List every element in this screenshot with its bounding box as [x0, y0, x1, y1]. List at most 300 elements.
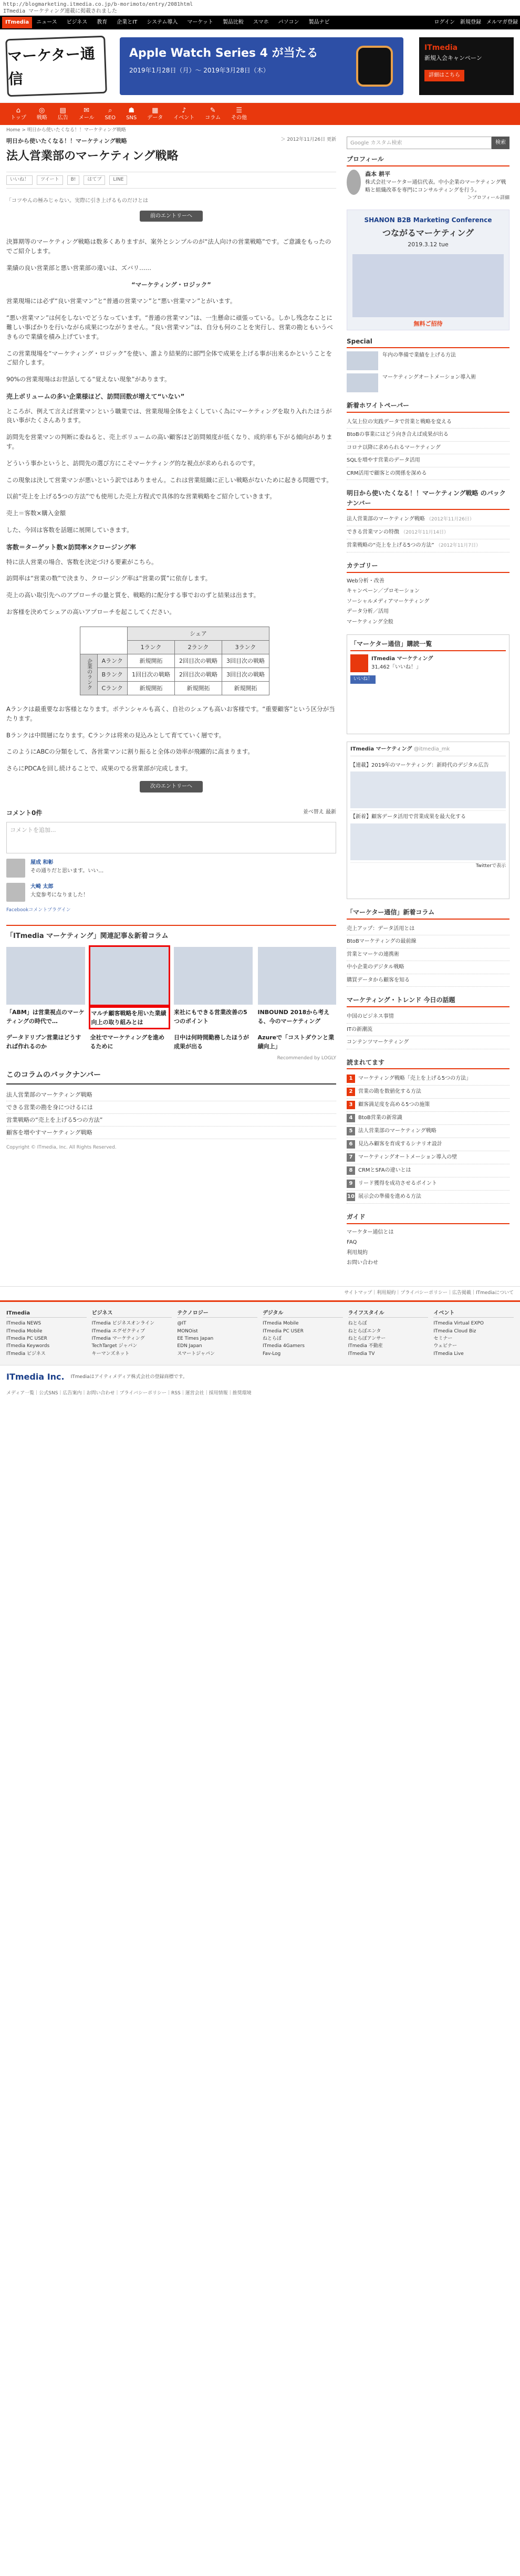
related-card-title: 日中は何時間勤務したほうが成果が出る — [174, 1034, 249, 1050]
trend-title: マーケティング・トレンド 今日の話題 — [347, 994, 509, 1007]
guide-link[interactable]: マーケター通信とは — [347, 1229, 394, 1235]
paragraph: 決算期等のマーケティング戦略は数多くありますが、案外とシンプルのが“法人向けの営業戦略”です。ご意識をもったのでご紹介します。 — [6, 238, 331, 255]
page-logo[interactable] — [350, 654, 368, 672]
section-heading: 売上ボリュームの多い企業様ほど、訪問回数が増えて“いない” — [6, 393, 185, 401]
related-thumbnail — [90, 947, 169, 1005]
topnav-item[interactable]: パソコン — [278, 19, 299, 26]
fb-likes: 31,462「いいね！」 — [371, 664, 421, 670]
categories-section — [347, 560, 509, 627]
series-backnumber — [347, 487, 509, 552]
ranking-number: 6 — [347, 1140, 355, 1149]
footer-link[interactable]: Fav-Log — [263, 1351, 281, 1357]
footer-link[interactable]: スマートジャパン — [177, 1351, 215, 1357]
footer-column — [92, 1309, 172, 1358]
related-thumbnail — [258, 947, 337, 1005]
newsletter-link[interactable]: メルマガ登録 — [486, 19, 518, 26]
footer-link[interactable]: ITmedia Mobile — [263, 1321, 299, 1327]
profile-section — [347, 153, 509, 202]
topnav-item[interactable]: ニュース — [36, 19, 57, 26]
comments-count: コメント0件 — [6, 809, 43, 817]
category-nav-item[interactable] — [54, 107, 72, 121]
ranking-title: 顧客満足度を高める5つの施策 — [358, 1102, 430, 1108]
series-title: 明日から使いたくなる！！マーケティング戦略 のバックナンバー — [347, 487, 509, 510]
ad-image — [352, 254, 504, 317]
guide-link[interactable]: FAQ — [347, 1239, 357, 1246]
topnav-item[interactable]: 製品比較 — [222, 19, 244, 26]
footer-heading: テクノロジー — [177, 1309, 257, 1318]
ranking-number: 2 — [347, 1088, 355, 1096]
column-item[interactable]: 売上アップ：データ活用とは — [347, 923, 509, 936]
series-item[interactable] — [347, 526, 509, 539]
series-item-date: （2012年11月26日） — [427, 517, 474, 523]
paragraph: 訪問先を営業マンの判断に委ねると、売上ボリュームの高い顧客ほど訪問頻度が低くなり、成約率も下がる傾向があります。 — [6, 433, 332, 451]
ranking-number: 9 — [347, 1180, 355, 1188]
table-col-group: シェア — [127, 627, 269, 640]
campaign-banner[interactable] — [120, 37, 403, 95]
site-header — [0, 29, 520, 103]
share-hatebu-button[interactable]: はてブ — [84, 175, 105, 185]
facebook-comment-plugin[interactable]: Facebookコメントプラグイン — [6, 908, 71, 913]
footer-heading: ビジネス — [92, 1309, 172, 1318]
tweet-text: 【新着】顧客データ活用で営業成果を最大化する — [350, 814, 466, 820]
recommend-credit[interactable]: Recommended by LOGLY — [277, 1056, 336, 1061]
backnumber — [6, 1070, 336, 1139]
corporate-links[interactable]: メディア一覧｜公式SNS｜広告案内｜お問い合わせ｜プライバシーポリシー｜RSS｜運営会社｜採用情報｜推奨環境 — [6, 1390, 252, 1396]
special-item[interactable] — [347, 373, 509, 392]
topnav-item[interactable]: マーケット — [187, 19, 213, 26]
backnumber-item[interactable]: できる営業の勘を身につけるには — [6, 1101, 336, 1114]
footer-link[interactable]: ITmedia 不動産 — [348, 1343, 383, 1349]
tweet[interactable] — [350, 811, 506, 863]
tweet[interactable] — [350, 759, 506, 811]
prev-entry-button[interactable]: 前のエントリーへ — [140, 211, 203, 222]
footer-link[interactable]: ねとらぼ — [348, 1321, 367, 1327]
category-nav-item[interactable] — [201, 107, 225, 121]
related-card[interactable] — [6, 1033, 85, 1051]
related-card-title: Azureで「コストダウンと業績向上」 — [257, 1034, 335, 1050]
comment-input[interactable]: コメントを追加... — [6, 822, 336, 853]
tweet-image — [350, 771, 506, 808]
ranking-title: リード獲得を成功させるポイント — [358, 1181, 437, 1187]
paragraph: ところが、例えて言えば営業マンという職業では、営業現場全体をよくしていく為にマーケティングを取り入れたほうが良い事がたくさんあります。 — [6, 407, 332, 424]
main-content — [6, 137, 347, 1276]
topnav-item[interactable]: スマホ — [253, 19, 269, 26]
ranking-title: 展示会の準備を進める方法 — [358, 1194, 421, 1200]
browser-title: ITmedia マーケティング連載に掲載されました — [3, 8, 117, 14]
next-entry-button[interactable]: 次のエントリーへ — [140, 781, 203, 792]
category-nav-item[interactable] — [169, 107, 199, 121]
table-col-header: 2ランク — [174, 640, 222, 654]
paragraph: さらにPDCAを回し続けることで、成果のでる営業部が完成します。 — [6, 765, 192, 773]
conference-ad[interactable] — [347, 210, 509, 330]
ranking-title: マーケティング戦略「売上を上げる5つの方法」 — [358, 1076, 472, 1082]
ranking-number: 1 — [347, 1075, 355, 1083]
topnav-item[interactable]: 製品ナビ — [308, 19, 330, 26]
whitepaper-item[interactable]: コロナ以降に求められるマーケティング — [347, 442, 509, 455]
search-box — [347, 137, 509, 149]
footer-link[interactable]: ねとらぼ — [263, 1336, 282, 1341]
category-nav-item[interactable] — [143, 107, 167, 121]
latest-title: 新着ホワイトペーパー — [347, 400, 509, 413]
new-columns — [347, 906, 509, 987]
footer-link[interactable]: ITmedia Keywords — [6, 1343, 50, 1349]
ad-date: 2019.3.12 tue — [408, 241, 449, 248]
header-ad[interactable] — [419, 37, 514, 95]
corporate-text: ITmediaはアイティメディア株式会社の登録商標です。 — [70, 1374, 188, 1380]
facebook-widget — [347, 634, 509, 734]
trend-item[interactable]: 中国のビジネス事情 — [347, 1010, 509, 1024]
ranking-number: 8 — [347, 1166, 355, 1175]
paragraph: この営業現場を“マーケティング・ロジック”を使い、誰より結果的に部門全体で成果を上げる事が出来るかということをご紹介します。 — [6, 349, 332, 367]
category-link[interactable]: Web分析・改善 — [347, 578, 384, 584]
category-nav-item[interactable] — [6, 107, 30, 121]
footer-link[interactable]: ITmedia エグゼクティブ — [91, 1328, 145, 1334]
column-item[interactable]: BtoBマーケティングの最前線 — [347, 935, 509, 948]
category-label: データ — [147, 114, 163, 121]
ad-headline: つながるマーケティング — [382, 228, 474, 238]
table-cell: 新規開拓 — [222, 681, 269, 695]
search-button[interactable]: 検索 — [492, 137, 509, 149]
paragraph: “悪い営業マン”は何をしないでどうなっています。“普通の営業マン”は、一生懸命に頑張っている。しかし残念なことに難しい事ばかりを行いながら成果につながりません。“良い営業マン”は、自分も何のことを実行し、営業の勘ともいうべきもので業績を積み上げています。 — [6, 314, 333, 340]
table-cell: 3回目次の戦略 — [222, 654, 269, 668]
register-link[interactable]: 新規登録 — [460, 19, 481, 26]
ranking-item[interactable] — [347, 1191, 509, 1204]
category-label: SEO — [105, 114, 116, 121]
paragraph: どういう事かというと、訪問先の選び方にこそマーケティング的な視点が求められるのです。 — [6, 459, 259, 467]
series-item-date: （2012年11月7日） — [435, 543, 481, 549]
profile-more-link[interactable]: ＞プロフィール詳細 — [467, 195, 509, 201]
paragraph: 売上の高い取引先へのアプローチの量と質を、戦略的に配分する事でおのずと結果は出ます。 — [6, 591, 260, 599]
category-icon: ☰ — [236, 107, 242, 115]
corporate-bar — [0, 1365, 520, 1389]
footer-link[interactable]: ITmedia ビジネス — [6, 1351, 46, 1357]
article-body — [6, 237, 336, 774]
ranking-number: 7 — [347, 1153, 355, 1162]
share-tweet-button[interactable]: ツイート — [37, 175, 63, 185]
footer-column — [263, 1309, 343, 1358]
footer-heading: デジタル — [263, 1309, 343, 1318]
trend-item[interactable]: コンテンツマーケティング — [347, 1036, 509, 1049]
backnumber-title: このコラムのバックナンバー — [6, 1070, 336, 1084]
footer-link[interactable]: ねとらぼエンタ — [348, 1328, 381, 1334]
category-link[interactable]: キャンペーン／プロモーション — [347, 588, 420, 595]
related-thumbnail — [6, 947, 85, 1005]
category-link[interactable]: ソーシャルメディアマーケティング — [347, 598, 430, 604]
tw-view-link[interactable]: Twitterで表示 — [475, 863, 506, 869]
related-card[interactable] — [258, 1033, 337, 1051]
most-read-title: 読まれてます — [347, 1057, 509, 1070]
table-row-label: Bランク — [97, 668, 127, 681]
topnav-item[interactable]: 教育 — [97, 19, 108, 26]
profile-desc: 株式会社マーケター通信代表。中小企業のマーケティング戦略と組織改革を専門にコンサルティングを行う。 — [365, 179, 506, 194]
related-card[interactable] — [90, 1033, 169, 1051]
topnav-item[interactable]: システム導入 — [147, 19, 178, 26]
special-title: Special — [347, 336, 509, 349]
fb-title: 「マーケター通信」購読一覧 — [350, 638, 506, 651]
tw-handle[interactable]: @itmedia_mk — [413, 746, 450, 753]
ranking-item[interactable] — [347, 1086, 509, 1099]
tweet-text: 【連載】2019年のマーケティング：新時代のデジタル広告 — [350, 762, 489, 768]
ranking-title: マーケティングオートメーション導入の壁 — [358, 1154, 457, 1161]
related-card[interactable] — [90, 947, 169, 1028]
avatar[interactable] — [6, 883, 25, 902]
category-icon: ⌕ — [108, 107, 112, 115]
category-icon: ✉ — [84, 107, 90, 115]
ranking-item[interactable] — [347, 1112, 509, 1125]
site-footer — [0, 1300, 520, 1365]
related-card[interactable] — [174, 947, 253, 1028]
footer-link[interactable]: ITmedia Virtual EXPO — [433, 1321, 484, 1327]
browser-url-bar[interactable] — [0, 0, 520, 16]
column-item[interactable]: 営業とマーケの連携術 — [347, 948, 509, 962]
comments-sort[interactable]: 並べ替え 最新 — [303, 809, 336, 815]
category-nav-item[interactable] — [227, 107, 251, 121]
ranking-number: 3 — [347, 1101, 355, 1109]
trend-item[interactable]: ITの新潮流 — [347, 1024, 509, 1037]
category-navigation — [0, 103, 520, 125]
table-corner — [80, 627, 128, 654]
ranking-item[interactable] — [347, 1125, 509, 1138]
footer-link[interactable]: ITmedia 4Gamers — [263, 1343, 305, 1349]
section-heading: 客数＝ターゲット数×訪問率×クロージング率 — [6, 543, 136, 551]
category-label: SNS — [126, 114, 137, 121]
site-logo[interactable]: マーケター通信 — [5, 35, 107, 97]
footer-column — [433, 1309, 514, 1358]
whitepaper-item[interactable]: SQLを増やす営業のデータ活用 — [347, 454, 509, 467]
related-card-title: データドリブン営業はどうすれば作れるのか — [6, 1034, 81, 1050]
category-link[interactable]: データ分析／活用 — [347, 609, 389, 615]
backnumber-item[interactable]: 営業戦略の“売上を上げる5つの方法” — [6, 1114, 336, 1127]
article-kicker[interactable]: 明日から使いたくなる！！マーケティング戦略 — [6, 138, 127, 144]
category-label: イベント — [173, 114, 195, 121]
footer-link[interactable]: ITmedia Mobile — [6, 1328, 43, 1334]
comments-header — [6, 808, 336, 818]
table-cell: 2回目次の戦略 — [174, 668, 222, 681]
category-link[interactable]: マーケティング全般 — [347, 619, 393, 625]
comment-text: その通りだと思います。いい… — [30, 868, 104, 874]
copyright: Copyright © ITmedia, Inc. All Rights Reserved. — [6, 1145, 117, 1151]
category-nav-item[interactable] — [33, 107, 51, 121]
guide-section — [347, 1211, 509, 1268]
footer-link[interactable]: @IT — [177, 1321, 186, 1327]
paragraph: Bランクは中間層になります。Cランクは将来の見込みとして育てていく層です。 — [6, 731, 225, 739]
series-item[interactable] — [347, 539, 509, 552]
footer-link[interactable]: ITmedia TV — [348, 1351, 375, 1357]
tweet-image — [350, 823, 506, 860]
paragraph: した、今回は客数を話題に展開していきます。 — [6, 526, 133, 534]
fb-like-button[interactable]: いいね！ — [350, 675, 376, 684]
paragraph: お客様を決めてシェアの高いアプローチを起こしてください。 — [6, 608, 175, 616]
backnumber-item[interactable]: 法人営業部のマーケティング戦略 — [6, 1089, 336, 1101]
top-navigation — [0, 16, 520, 29]
itmedia-logo[interactable]: ITmedia — [2, 17, 32, 28]
whitepaper-item[interactable]: BtoBの事業にはどう向き合えば成果が出る — [347, 429, 509, 442]
footer-link[interactable]: MONOist — [177, 1328, 198, 1334]
ranking-item[interactable] — [347, 1164, 509, 1177]
category-icon: ☗ — [128, 107, 134, 115]
share-rank-table — [80, 627, 269, 695]
thumbnail — [347, 351, 378, 370]
paragraph: 業績の良い営業部と悪い営業部の違いは、ズバリ…… — [6, 264, 151, 272]
watch-image — [356, 46, 393, 87]
avatar[interactable] — [6, 859, 25, 878]
guide-link[interactable]: 利用規約 — [347, 1249, 368, 1256]
category-label: その他 — [231, 114, 247, 121]
related-card-title: マルチ顧客戦略を用いた業績向上の取り組みとは — [90, 1008, 169, 1028]
ad-cta[interactable]: 無料ご招待 — [413, 320, 443, 328]
categories-title: カテゴリー — [347, 560, 509, 573]
series-item-title: できる営業マンの特徴 — [347, 529, 399, 536]
backnumber-item[interactable]: 顧客を増やすマーケティング戦略 — [6, 1127, 336, 1139]
trend-section — [347, 994, 509, 1049]
paragraph: 訪問率は“営業の数”で決まり、クロージング率は“営業の質”に依存します。 — [6, 575, 212, 582]
share-line-button[interactable]: LINE — [109, 175, 127, 185]
table-cell: 新規開拓 — [127, 681, 174, 695]
whitepaper-item[interactable]: 人気上位の実践データで営業と戦略を変える — [347, 416, 509, 429]
table-cell: 新規開拓 — [174, 681, 222, 695]
footer-link[interactable]: ウェビナー — [433, 1343, 457, 1349]
table-col-header: 1ランク — [127, 640, 174, 654]
special-item-label: マーケティングオートメーション導入術 — [382, 374, 476, 381]
topnav-item[interactable]: 企業とIT — [117, 19, 138, 26]
ranking-number: 10 — [347, 1193, 355, 1201]
paragraph: 営業現場には必ず“良い営業マン”と“普通の営業マン”と“悪い営業マン”とがいます。 — [6, 297, 236, 305]
footer-link[interactable]: ねとらぼアンサー — [348, 1336, 386, 1341]
footer-link[interactable]: ITmedia ビジネスオンライン — [91, 1321, 155, 1327]
category-nav-item[interactable] — [122, 107, 141, 121]
comment-text: 大変参考になりました！ — [30, 892, 88, 898]
table-cell: 新規開拓 — [127, 654, 174, 668]
related-grid — [6, 947, 336, 1051]
tw-title[interactable]: ITmedia マーケティング — [350, 746, 412, 753]
table-col-header: 3ランク — [222, 640, 269, 654]
table-side-header: 企業のランク — [80, 654, 98, 695]
footer-link[interactable]: ITmedia PC USER — [6, 1336, 47, 1341]
sidebar — [347, 137, 509, 1276]
category-nav-item[interactable] — [101, 107, 120, 121]
paragraph: Aランクは最重要なお客様となります。ポテンシャルも高く、自社のシェアも高いお客様です。“重要顧客”という区分が当たります。 — [6, 705, 335, 722]
ranking-title: 法人営業部のマーケティング戦略 — [358, 1128, 436, 1134]
category-icon: ▦ — [152, 107, 159, 115]
banner-subtitle: 2019年1月28日（月）～ 2019年3月28日（木） — [129, 66, 269, 74]
ad-text: 新規入会キャンペーン — [424, 55, 482, 62]
footer-column — [177, 1309, 257, 1358]
category-icon: ♪ — [182, 107, 186, 115]
related-card[interactable] — [174, 1033, 253, 1051]
related-title: 「ITmedia マーケティング」関連記事＆新着コラム — [6, 932, 169, 941]
footer-heading: ライフスタイル — [348, 1309, 429, 1318]
guide-link[interactable]: お問い合わせ — [347, 1260, 378, 1266]
ranking-item[interactable] — [347, 1151, 509, 1164]
whitepaper-item[interactable]: CRM活用で顧客との関係を深める — [347, 467, 509, 481]
category-label: コラム — [205, 114, 221, 121]
topnav-item[interactable]: ビジネス — [66, 19, 88, 26]
footer-heading: ITmedia — [6, 1309, 87, 1318]
footer-link[interactable]: ITmedia マーケティング — [91, 1336, 145, 1341]
footer-link[interactable]: ITmedia PC USER — [263, 1328, 304, 1334]
paragraph: このようにABCの分類をして、各営業マンに割り振ると全体の効率が飛躍的に高まります。 — [6, 748, 254, 756]
ad-button[interactable]: 詳細はこちら — [424, 70, 464, 81]
footer-link[interactable]: EE Times Japan — [177, 1336, 214, 1341]
related-card[interactable] — [6, 947, 85, 1028]
commenter-name[interactable]: 大崎 太郎 — [30, 884, 54, 890]
related-card-title: 来社にもできる営業改善の5つのポイント — [174, 1009, 247, 1025]
paragraph: この現象は決して営業マンが悪いという訳ではありません。これは営業組織に正しい戦略がないために起きる問題です。 — [6, 476, 332, 484]
ranking-item[interactable] — [347, 1072, 509, 1086]
footer-link[interactable]: EDN Japan — [177, 1343, 202, 1349]
footer-link[interactable]: ITmedia Cloud Biz — [433, 1328, 476, 1334]
footer-column — [348, 1309, 429, 1358]
table-row-label: Cランク — [97, 681, 127, 695]
ranking-number: 5 — [347, 1127, 355, 1135]
login-link[interactable]: ログイン — [434, 19, 455, 26]
banner-title: Apple Watch Series 4 が当たる — [129, 46, 318, 60]
related-card-title: INBOUND 2018から考える、今のマーケティング — [257, 1009, 330, 1025]
search-input[interactable]: Google カスタム検索 — [347, 137, 492, 149]
bottom-links[interactable]: サイトマップ｜利用規約｜プライバシーポリシー｜広告掲載｜ITmediaについて — [0, 1286, 520, 1300]
series-item-title: 法人営業部のマーケティング戦略 — [347, 516, 425, 523]
paragraph: 90%の営業現場はお世話してる“覚えない現象”があります。 — [6, 376, 171, 383]
ranking-item[interactable] — [347, 1177, 509, 1191]
table-cell: 1回目次の戦略 — [127, 668, 174, 681]
ranking-item[interactable] — [347, 1099, 509, 1112]
series-item-date: （2012年11月14日） — [401, 530, 449, 536]
ranking-title: 営業の勘を数値化する方法 — [358, 1089, 421, 1095]
category-icon: ▤ — [59, 107, 66, 115]
article-title: 法人営業部のマーケティング戦略 — [6, 150, 179, 163]
category-label: 戦略 — [36, 114, 47, 121]
table-cell: 2回目次の戦略 — [174, 654, 222, 668]
most-read — [347, 1057, 509, 1204]
share-like-button[interactable]: いいね！ — [6, 175, 33, 185]
breadcrumb[interactable]: Home > 明日から使いたくなる！！マーケティング戦略 — [6, 128, 126, 133]
thumbnail — [347, 373, 378, 392]
footer-link[interactable]: ITmedia Live — [433, 1351, 464, 1357]
commenter-name[interactable]: 屋成 和彰 — [30, 860, 54, 866]
category-nav-item[interactable] — [75, 107, 99, 121]
paragraph: 以前“売上を上げる5つの方法”でも使用した売上方程式で具体的な営業戦略をご紹介していきます。 — [6, 493, 276, 500]
category-icon: ◎ — [39, 107, 45, 115]
profile-title: プロフィール — [347, 153, 509, 166]
table-cell: 3回目次の戦略 — [222, 668, 269, 681]
related-card-title: 全社でマーケティングを進めるために — [90, 1034, 165, 1050]
ranking-item[interactable] — [347, 1138, 509, 1151]
special-item[interactable] — [347, 351, 509, 370]
footer-link[interactable]: セミナー — [433, 1336, 453, 1341]
ranking-title: BtoB営業の新常識 — [358, 1115, 402, 1121]
footer-link[interactable]: ITmedia NEWS — [6, 1321, 41, 1327]
share-hatena-button[interactable]: B! — [67, 175, 80, 185]
category-icon: ⌂ — [16, 107, 20, 115]
ad-title: SHANON B2B Marketing Conference — [364, 216, 492, 224]
footer-link[interactable]: キーマンズネット — [91, 1351, 130, 1357]
series-item[interactable] — [347, 513, 509, 526]
fb-page-name[interactable]: ITmedia マーケティング — [371, 656, 433, 662]
profile-name: 森本 耕平 — [365, 170, 390, 178]
corporate-logo[interactable]: ITmedia Inc. — [6, 1372, 65, 1382]
column-item[interactable]: 購買データから顧客を知る — [347, 974, 509, 987]
category-icon: ✎ — [210, 107, 216, 115]
column-item[interactable]: 中小企業のデジタル戦略 — [347, 961, 509, 974]
ad-brand: ITmedia — [424, 43, 458, 52]
related-card-title: 「ABM」は営業視点のマーケティングの時代で… — [6, 1009, 85, 1025]
comment-item — [6, 883, 336, 902]
latest-whitepapers — [347, 400, 509, 480]
related-card[interactable] — [258, 947, 337, 1028]
browser-url[interactable]: http://blogmarketing.itmedia.co.jp/b-morimoto/entry/2081html — [3, 2, 193, 7]
footer-link[interactable]: TechTarget ジャパン — [91, 1343, 138, 1349]
ranking-number: 4 — [347, 1114, 355, 1122]
